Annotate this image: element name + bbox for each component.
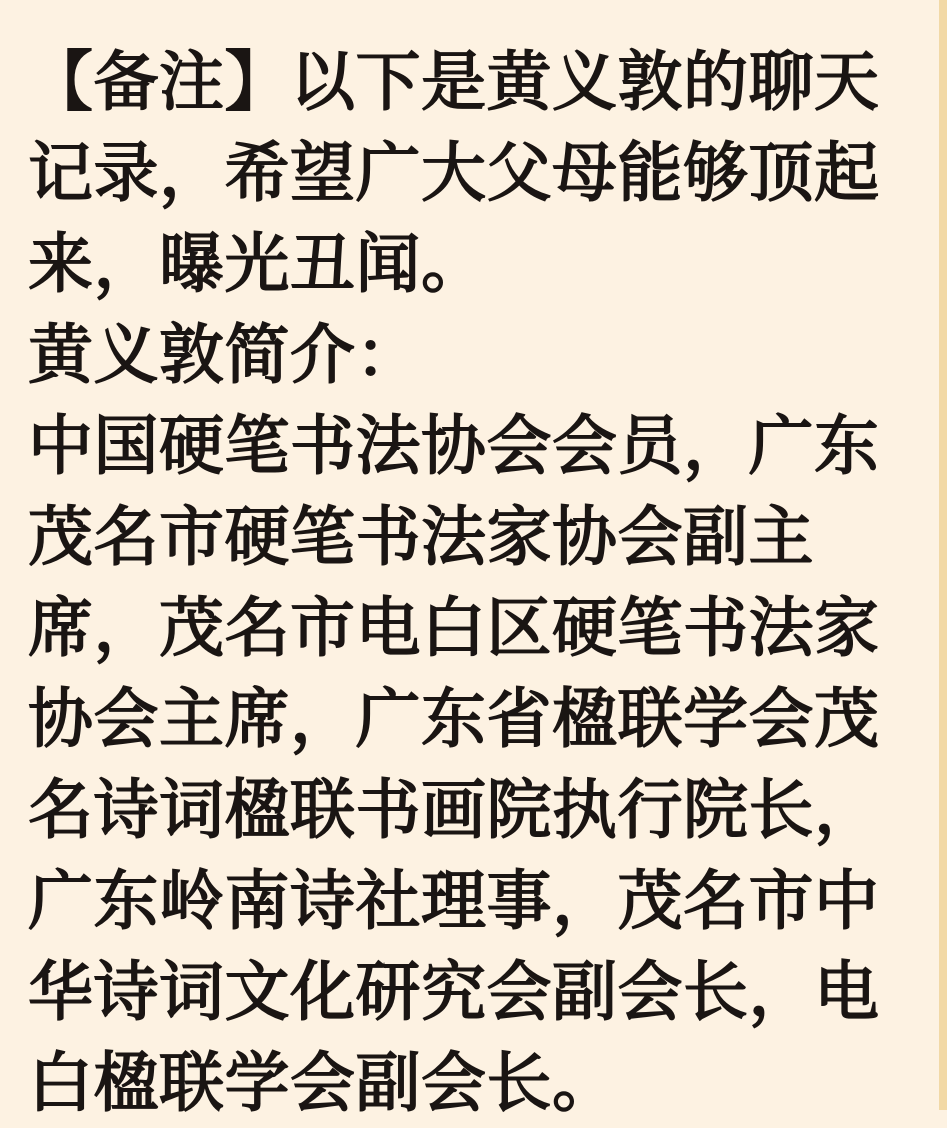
right-edge-strip — [939, 0, 947, 1110]
text-line: 茂名市硬笔书法家协会副主 — [28, 500, 815, 573]
text-line: 华诗词文化研究会副会长，电 — [28, 955, 880, 1028]
text-line: 席，茂名市电白区硬笔书法家 — [28, 591, 880, 664]
text-line: 【备注】以下是黄义敦的聊天 — [28, 45, 880, 118]
text-line: 来，曝光丑闻。 — [28, 227, 487, 300]
text-line: 广东岭南诗社理事，茂名市中 — [28, 864, 880, 937]
text-line: 名诗词楹联书画院执行院长， — [28, 773, 880, 846]
text-line: 中国硬笔书法协会会员，广东 — [28, 409, 880, 482]
text-line: 记录，希望广大父母能够顶起 — [28, 136, 880, 209]
text-line: 黄义敦简介： — [28, 318, 422, 391]
text-line: 协会主席，广东省楹联学会茂 — [28, 682, 880, 755]
text-line: 白楹联学会副会长。 — [28, 1046, 618, 1119]
